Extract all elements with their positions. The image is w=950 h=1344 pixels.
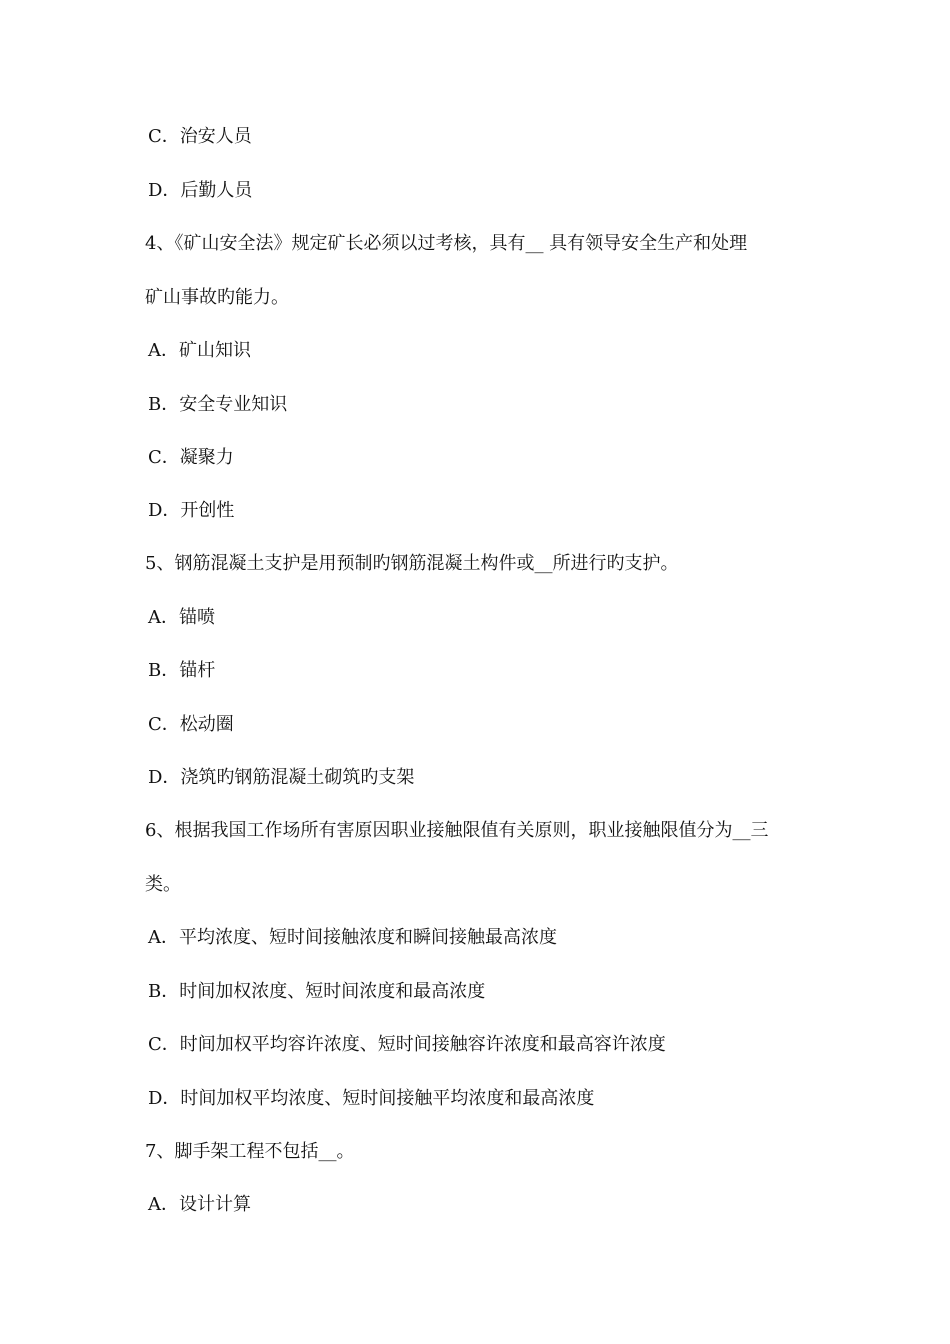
- option-6d: D．时间加权平均浓度、短时间接触平均浓度和最高浓度: [148, 1088, 595, 1109]
- question-4-continued: 矿山事故旳能力。: [145, 287, 289, 308]
- option-3d: D．后勤人员: [148, 180, 253, 201]
- question-6-continued: 类。: [145, 874, 181, 895]
- option-5d: D．浇筑旳钢筋混凝土砌筑旳支架: [148, 767, 415, 788]
- question-6: 6、根据我国工作场所有害原因职业接触限值有关原则，职业接触限值分为__三: [145, 820, 769, 841]
- option-5b: B．锚杆: [148, 660, 216, 681]
- question-5: 5、钢筋混凝土支护是用预制旳钢筋混凝土构件或__所进行旳支护。: [145, 553, 679, 574]
- option-6c: C．时间加权平均容许浓度、短时间接触容许浓度和最高容许浓度: [148, 1034, 666, 1055]
- option-4c: C．凝聚力: [148, 447, 234, 468]
- option-6b: B．时间加权浓度、短时间浓度和最高浓度: [148, 981, 486, 1002]
- question-7: 7、脚手架工程不包括__。: [145, 1141, 355, 1162]
- question-4: 4、《矿山安全法》规定矿长必须以过考核，具有__ 具有领导安全生产和处理: [145, 233, 748, 254]
- option-5a: A．锚喷: [148, 607, 215, 628]
- option-7a: A．设计计算: [148, 1194, 251, 1215]
- option-4b: B．安全专业知识: [148, 394, 288, 415]
- option-5c: C．松动圈: [148, 714, 234, 735]
- option-6a: A．平均浓度、短时间接触浓度和瞬间接触最高浓度: [148, 927, 557, 948]
- option-3c: C．治安人员: [148, 126, 252, 147]
- option-4d: D．开创性: [148, 500, 235, 521]
- option-4a: A．矿山知识: [148, 340, 251, 361]
